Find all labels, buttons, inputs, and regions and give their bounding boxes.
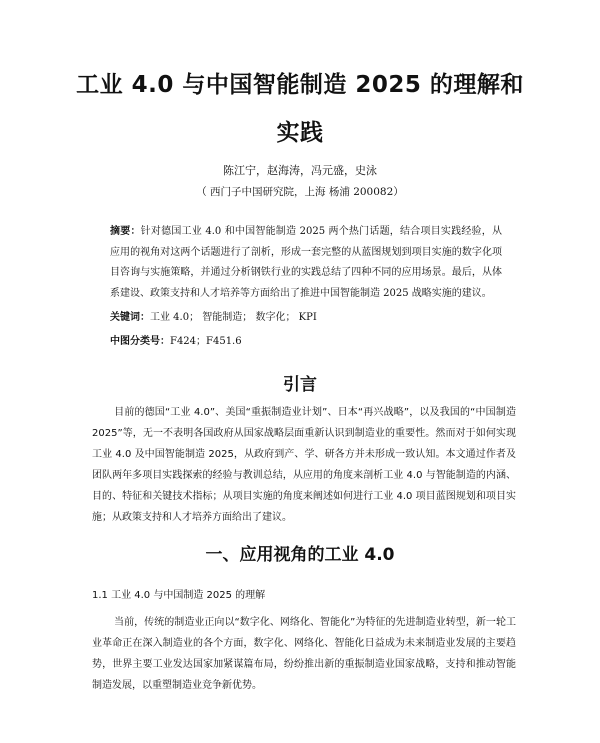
section-1-text: 当前，传统的制造业正向以“数字化、网络化、智能化”为特征的先进制造业转型，新一轮工业革命正在深入制造业的各个方面，数字化、网络化、智能化日益成为未来制造业发展的主要趋势，世界主要工业发达国家加紧谋篇布局，纷纷推出新的重振制造业国家战略，支持和推动智能制造发展，以重塑制造业竞争新优势。 (92, 617, 516, 691)
author-affiliation: （ 西门子中国研究院，上海 杨浦 200082） (196, 186, 404, 198)
classification-label: 中图分类号： (110, 336, 170, 347)
subsection-1-1-heading: 1.1 工业 4.0 与中国制造 2025 的理解 (92, 590, 266, 601)
section-1-heading: 一、应用视角的工业 4.0 (205, 545, 395, 565)
abstract-label: 摘要： (110, 226, 141, 237)
classification-number (110, 332, 510, 347)
classification-text: F424；F451.6 (170, 336, 242, 347)
section-1-paragraph (92, 612, 516, 696)
introduction-heading: 引言 (283, 375, 317, 395)
abstract-text: 针对德国工业 4.0 和中国智能制造 2025 两个热门话题，结合项目实践经验，从应用的视角对这两个话题进行了剖析，形成一套完整的从蓝图规划到项目实施的数字化项目咨询与实施策略，并通过分析钢铁行业的实践总结了四种不同的应用场景。最后，从体系建设、政策支持和人才培养等方面给出了推进中国智能制造 2025 战略实施的建议。 (110, 226, 503, 299)
abstract (110, 222, 502, 304)
introduction-text: 目前的德国“工业 4.0”、美国“重振制造业计划”、日本“再兴战略”，以及我国的“中国制造 2025”等，无一不表明各国政府从国家战略层面重新认识到制造业的重要性。然而对于如何实现工业 4.0 及中国智能制造 2025，从政府到产、学、研各方并未形成一致认知。本文通过作者及团队两年多项目实践探索的经验与教训总结，从应用的角度来剖析工业 4.0 与智能制造的内涵、目的、特征和关键技术指标；从项目实施的角度来阐述如何进行工业 4.0 项目蓝图规划和项目实施；从政策支持和人才培养方面给出了建议。 (92, 407, 516, 523)
introduction-paragraph (92, 402, 516, 528)
paper-title-line-2: 实践 (276, 120, 324, 146)
keywords (110, 308, 510, 323)
keywords-label: 关键词： (110, 312, 150, 323)
paper-title-line-1: 工业 4.0 与中国智能制造 2025 的理解和 (76, 72, 524, 98)
keywords-text: 工业 4.0； 智能制造； 数字化； KPI (150, 312, 317, 323)
author-list: 陈江宁，赵海涛，冯元盛，史泳 (223, 164, 377, 177)
